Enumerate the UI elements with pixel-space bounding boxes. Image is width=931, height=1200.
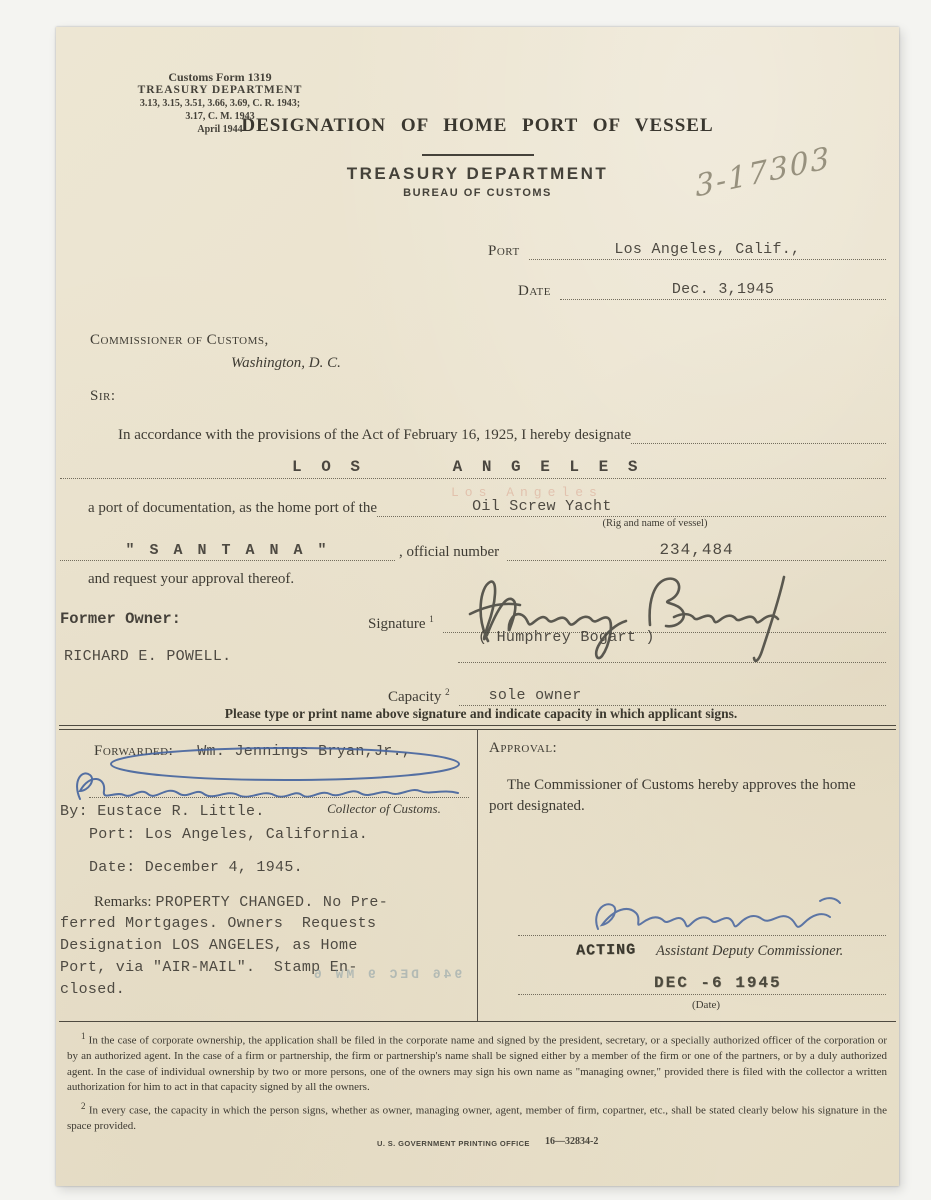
remarks-line-1: PROPERTY CHANGED. No Pre- bbox=[155, 894, 389, 911]
date-value: Dec. 3,1945 bbox=[671, 281, 775, 298]
rig-caption: (Rig and name of vessel) bbox=[602, 518, 708, 529]
approval-date-line bbox=[518, 994, 886, 995]
capacity-footnote-ref: 2 bbox=[445, 687, 450, 697]
date-label: Date bbox=[518, 283, 551, 299]
footnote-2-marker: 2 bbox=[81, 1100, 86, 1111]
port-value: Los Angeles, Calif., bbox=[614, 241, 801, 258]
former-owner-label: Former Owner: bbox=[60, 610, 181, 628]
capacity-line bbox=[459, 687, 886, 706]
remarks-line-3: Designation LOS ANGELES, as Home bbox=[60, 937, 358, 954]
body-line-3: and request your approval thereof. bbox=[88, 571, 295, 587]
date-line bbox=[560, 281, 886, 300]
footnote-1-text: In the case of corporate ownership, the application shall be filed in the corporate name and signed by the president, secretary, or a specially authorized officer of the corporation or by an authorized agent. In the case of a firm or partnership, the firm or partnership's name shall be signed either by a member of the firm or one of the partners, or by a duly authorized agent. In the case of individual ownership by two or more persons, one of the owners may sign his own name as "managing owner," provided there is filed with the collector a written authorization for him to act in that capacity signed by all the owners. bbox=[67, 1034, 888, 1094]
approval-date-caption: (Date) bbox=[691, 999, 721, 1011]
bogart-signature bbox=[454, 569, 804, 664]
rig-row bbox=[88, 493, 886, 517]
body-line-1-fill bbox=[631, 443, 886, 444]
form-stamp-dept: TREASURY DEPARTMENT bbox=[137, 84, 303, 96]
page-title: DESIGNATION OF HOME PORT OF VESSEL bbox=[241, 115, 714, 136]
footnotes bbox=[67, 1029, 887, 1137]
capacity-label: Capacity $^2$ bbox=[388, 687, 450, 705]
date-row bbox=[518, 273, 886, 300]
remarks-line-2: ferred Mortgages. Owners Requests bbox=[60, 915, 377, 932]
footnote-2 bbox=[67, 1099, 887, 1135]
officer-title: Assistant Deputy Commissioner. bbox=[656, 943, 844, 959]
footnote-1 bbox=[67, 1029, 887, 1096]
print-note: Please type or print name above signature and indicate capacity in which applicant signs. bbox=[224, 706, 738, 721]
forwarded-port-line: Port: Los Angeles, California. bbox=[89, 826, 369, 843]
designated-port-value: L O S A N G E L E S bbox=[292, 458, 643, 476]
commissioner-signature-line bbox=[518, 935, 886, 936]
forwarded-label: Forwarded: bbox=[94, 743, 174, 759]
rig-value: Oil Screw Yacht bbox=[472, 498, 612, 515]
port-label: Port bbox=[488, 243, 520, 259]
former-owner-value: RICHARD E. POWELL. bbox=[64, 648, 232, 665]
rig-line bbox=[377, 498, 886, 517]
official-number-value: 234,484 bbox=[659, 541, 734, 559]
title-rule bbox=[422, 154, 534, 156]
designated-port-line bbox=[60, 449, 886, 479]
approval-text: The Commissioner of Customs hereby approves the home port designated. bbox=[489, 777, 856, 814]
official-number-label: , official number bbox=[399, 544, 500, 560]
addressee-city: Washington, D. C. bbox=[231, 355, 341, 371]
footnote-1-marker: 1 bbox=[81, 1031, 86, 1041]
forwarded-by-line: By: Eustace R. Little. bbox=[60, 803, 265, 820]
vessel-row bbox=[60, 534, 886, 561]
forwarded-date-line: Date: December 4, 1945. bbox=[89, 859, 303, 876]
approval-label: Approval: bbox=[489, 740, 558, 756]
red-ghost-text: Los Angeles bbox=[451, 485, 603, 500]
body-line-1: In accordance with the provisions of the Act of February 16, 1925, I hereby designate bbox=[118, 427, 632, 443]
acting-stamp: ACTING bbox=[575, 941, 637, 960]
official-number-line bbox=[507, 541, 886, 561]
commissioner-signature bbox=[584, 891, 846, 941]
signature-line-2 bbox=[458, 662, 886, 663]
bleed-through-stamp: 946 DEC 9 MW 6 bbox=[311, 967, 463, 982]
footnote-2-text: In every case, the capacity in which the person signs, whether as owner, managing owner, agent, member of firm, copartner, etc., shall be stated clearly below his signature in the space provided. bbox=[67, 1104, 887, 1132]
signature-printed-name: ( Humphrey Bogart ) bbox=[478, 629, 655, 646]
salutation: Sir: bbox=[90, 388, 116, 404]
footer-rule bbox=[59, 1021, 896, 1022]
body-line-1-row bbox=[88, 422, 886, 444]
remarks-line-5: closed. bbox=[60, 981, 126, 998]
vessel-name-line bbox=[60, 542, 395, 561]
remarks-row bbox=[94, 893, 388, 911]
collector-signature-line bbox=[89, 797, 469, 798]
body-line-2: a port of documentation, as the home port of the bbox=[88, 500, 378, 516]
vessel-name: " S A N T A N A " bbox=[125, 542, 330, 559]
collector-caption: Collector of Customs. bbox=[327, 801, 441, 816]
port-line bbox=[529, 241, 886, 260]
capacity-value: sole owner bbox=[488, 687, 582, 704]
pencil-annotation: 3-17303 bbox=[694, 140, 833, 205]
bureau-heading: BUREAU OF CUSTOMS bbox=[403, 187, 552, 199]
dept-heading: TREASURY DEPARTMENT bbox=[346, 164, 609, 183]
column-divider bbox=[477, 729, 478, 1021]
document-paper bbox=[56, 27, 899, 1186]
gpo-imprint: U. S. GOVERNMENT PRINTING OFFICE bbox=[377, 1139, 530, 1148]
addressee-name: Commissioner of Customs, bbox=[90, 332, 269, 348]
signature-footnote-ref: 1 bbox=[429, 614, 434, 624]
remarks-label: Remarks: bbox=[94, 894, 152, 910]
form-number: Customs Form 1319 bbox=[168, 70, 272, 84]
gpo-number: 16—32834-2 bbox=[545, 1136, 599, 1147]
form-stamp-regs2: 3.17, C. M. 1943 bbox=[185, 111, 255, 122]
remarks-line-4: Port, via "AIR-MAIL". Stamp En- bbox=[60, 959, 358, 976]
capacity-row bbox=[388, 681, 886, 706]
form-stamp-regs: 3.13, 3.15, 3.51, 3.66, 3.69, C. R. 1943; bbox=[139, 98, 301, 109]
form-stamp-date: April 1944 bbox=[197, 124, 243, 135]
port-row bbox=[488, 233, 886, 260]
approval-date-stamp: DEC -6 1945 bbox=[654, 974, 782, 992]
signature-label: Signature $^1$ bbox=[368, 614, 434, 632]
forwarded-typed-name: Wm. Jennings Bryan,Jr., bbox=[197, 743, 412, 760]
